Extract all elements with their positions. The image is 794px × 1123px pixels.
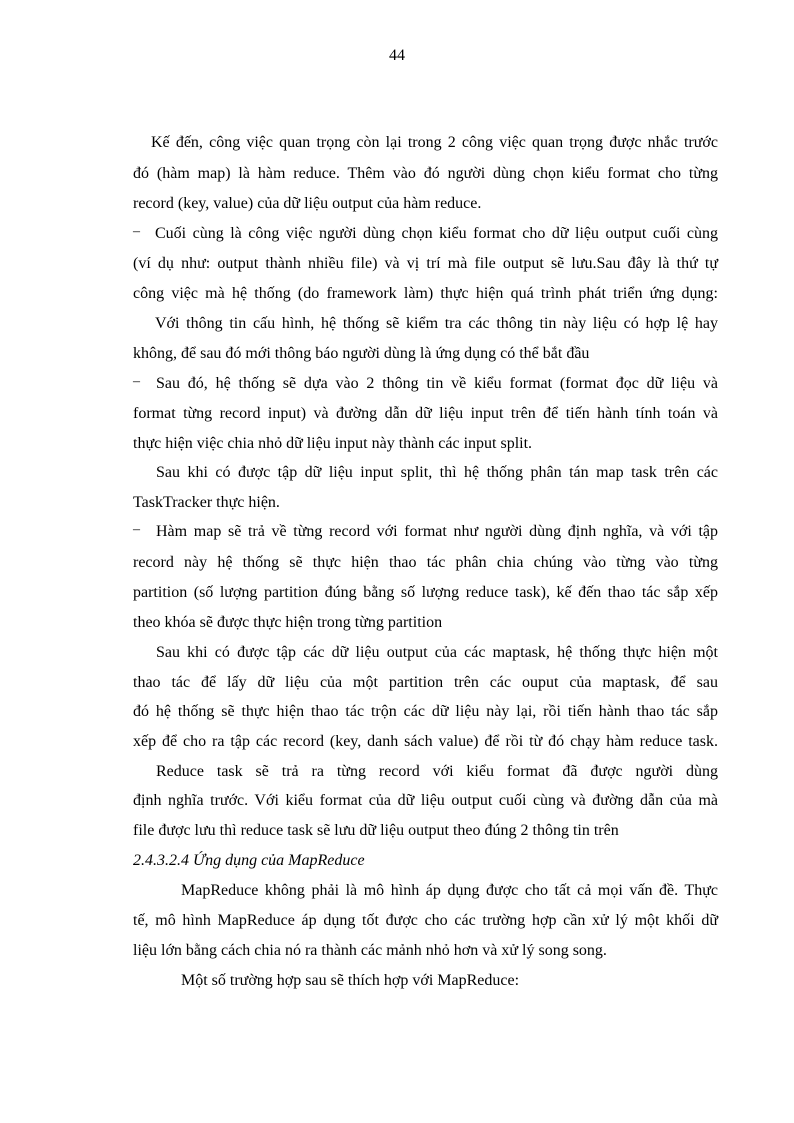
section-heading: 2.4.3.2.4 Ứng dụng của MapReduce xyxy=(133,852,365,869)
text-line: định nghĩa trước. Với kiểu format của dữ liệu output cuối cùng và đường dẫn của mà xyxy=(133,792,718,809)
dash-marker: – xyxy=(133,522,140,537)
text-line: Một số trường hợp sau sẽ thích hợp với MapReduce: xyxy=(181,972,520,989)
text-line: record này hệ thống sẽ thực hiện thao tác phân chia chúng vào từng vào từng xyxy=(133,554,718,571)
text-line: MapReduce không phải là mô hình áp dụng được cho tất cả mọi vấn đề. Thực xyxy=(181,882,718,899)
text-line: công việc mà hệ thống (do framework làm) thực hiện quá trình phát triển ứng dụng: xyxy=(133,285,718,302)
text-line: liệu lớn bằng cách chia nó ra thành các mảnh nhỏ hơn và xử lý song song. xyxy=(133,942,607,959)
dash-marker: – xyxy=(133,224,140,239)
text-line: không, để sau đó mới thông báo người dùng là ứng dụng có thể bắt đầu xyxy=(133,345,590,362)
text-line: theo khóa sẽ được thực hiện trong từng partition xyxy=(133,614,443,631)
text-line: Sau đó, hệ thống sẽ dựa vào 2 thông tin về kiểu format (format đọc dữ liệu và xyxy=(156,375,718,392)
page-number: 44 xyxy=(389,47,405,64)
text-line: file được lưu thì reduce task sẽ lưu dữ liệu output theo đúng 2 thông tin trên xyxy=(133,822,619,839)
text-line: Sau khi có được tập dữ liệu input split, thì hệ thống phân tán map task trên các xyxy=(156,464,718,481)
text-line: Cuối cùng là công việc người dùng chọn kiểu format cho dữ liệu output cuối cùng xyxy=(155,225,718,242)
text-line: Reduce task sẽ trả ra từng record với kiểu format đã được người dùng xyxy=(156,763,718,780)
text-line: partition (số lượng partition đúng bằng số lượng reduce task), kế đến thao tác sắp xếp xyxy=(133,584,718,601)
text-line: TaskTracker thực hiện. xyxy=(133,494,280,511)
text-line: Sau khi có được tập các dữ liệu output của các maptask, hệ thống thực hiện một xyxy=(156,644,718,661)
text-line: đó (hàm map) là hàm reduce. Thêm vào đó người dùng chọn kiểu format cho từng xyxy=(133,165,718,182)
text-line: Kế đến, công việc quan trọng còn lại trong 2 công việc quan trọng được nhắc trước xyxy=(151,134,718,151)
text-line: đó hệ thống sẽ thực hiện thao tác trộn các dữ liệu này lại, rồi tiến hành thao tác sắp xyxy=(133,703,718,720)
text-line: xếp để cho ra tập các record (key, danh sách value) để rồi từ đó chạy hàm reduce task. xyxy=(133,733,718,750)
text-line: Với thông tin cấu hình, hệ thống sẽ kiểm tra các thông tin này liệu có hợp lệ hay xyxy=(155,315,718,332)
text-line: Hàm map sẽ trả về từng record với format như người dùng định nghĩa, và với tập xyxy=(156,523,718,540)
text-line: (ví dụ như: output thành nhiều file) và vị trí mà file output sẽ lưu.Sau đây là thứ tự xyxy=(133,255,718,272)
text-line: format từng record input) và đường dẫn dữ liệu input trên để tiến hành tính toán và xyxy=(133,405,718,422)
text-line: tế, mô hình MapReduce áp dụng tốt được cho các trường hợp cần xử lý một khối dữ xyxy=(133,912,718,929)
text-line: thao tác để lấy dữ liệu của một partition trên các ouput của maptask, để sau xyxy=(133,674,718,691)
text-line: record (key, value) của dữ liệu output của hàm reduce. xyxy=(133,195,482,212)
text-line: thực hiện việc chia nhỏ dữ liệu input này thành các input split. xyxy=(133,435,533,452)
dash-marker: – xyxy=(133,374,140,389)
